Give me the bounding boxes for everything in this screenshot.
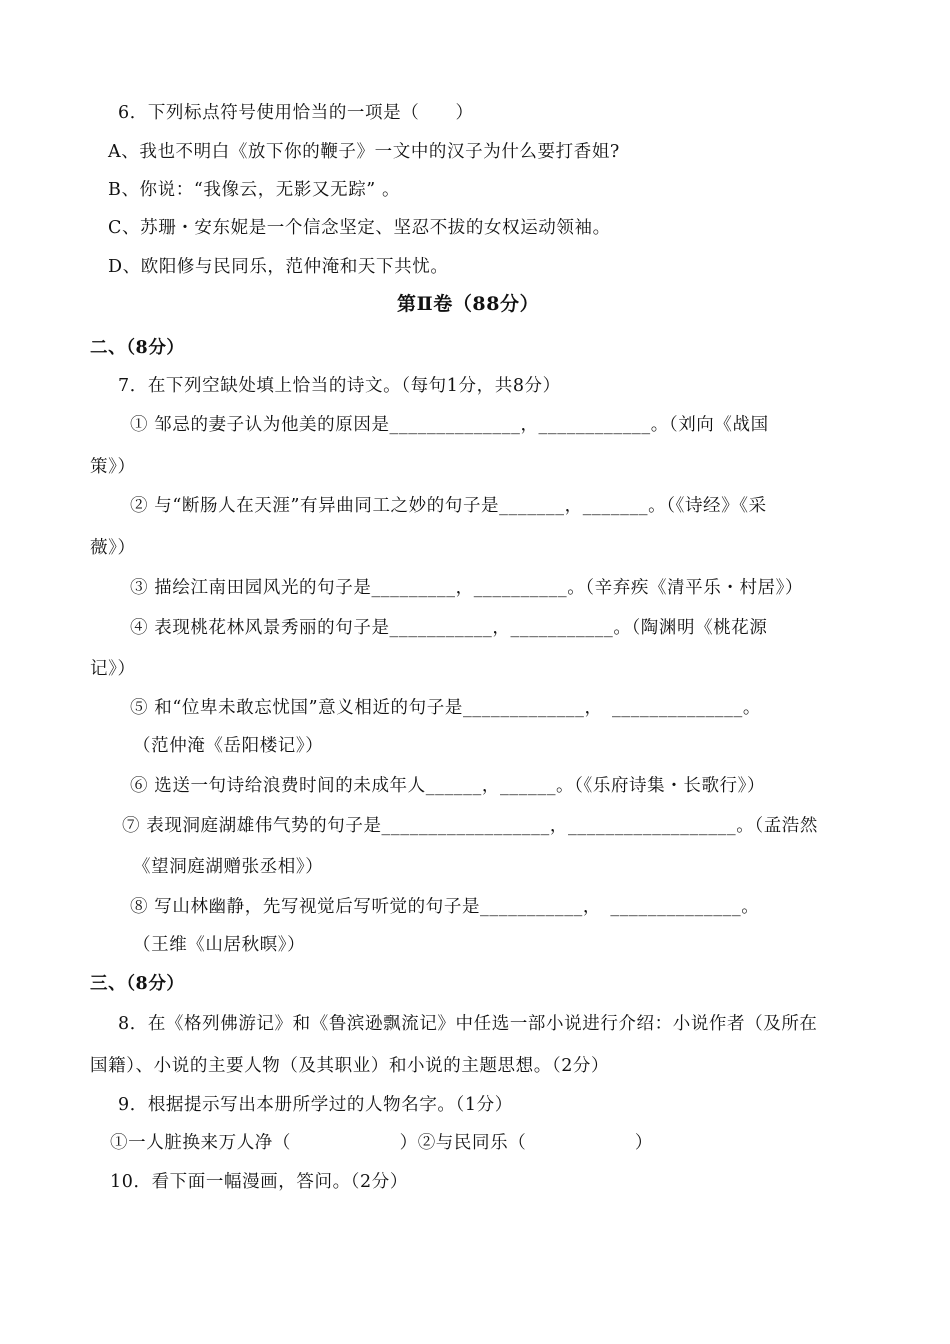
- q7-item-2: ② 与“断肠人在天涯”有异曲同工之妙的句子是_______，_______。（《诗经》《采: [130, 496, 767, 516]
- q7-item-8: ⑧ 写山林幽静，先写视觉后写听觉的句子是___________， ______________。: [130, 897, 760, 917]
- q7-item-1-cont: 策》）: [90, 457, 136, 477]
- q7-item-7: ⑦ 表现洞庭湖雄伟气势的句子是__________________，__________________。（孟浩然: [122, 816, 819, 836]
- q7-item-7-cont: 《望洞庭湖赠张丞相》）: [133, 857, 324, 877]
- q9-items: ①一人脏换来万人净（ ）②与民同乐（ ）: [110, 1133, 653, 1153]
- q7-item-2-cont: 薇》）: [90, 538, 136, 558]
- q7-item-8-cont: （王维《山居秋暝》）: [133, 935, 306, 955]
- q6-stem: 6．下列标点符号使用恰当的一项是（ ）: [118, 103, 474, 123]
- q7-item-5: ⑤ 和“位卑未敢忘忧国”意义相近的句子是_____________， ______________。: [130, 698, 761, 718]
- q9-stem: 9．根据提示写出本册所学过的人物名字。（1分）: [118, 1095, 513, 1115]
- q8-line-2: 国籍）、小说的主要人物（及其职业）和小说的主题思想。（2分）: [90, 1056, 610, 1076]
- q10-stem: 10．看下面一幅漫画，答问。（2分）: [110, 1172, 408, 1192]
- q7-item-4-cont: 记》）: [90, 659, 136, 679]
- q7-item-6: ⑥ 选送一句诗给浪费时间的未成年人______，______。（《乐府诗集・长歌行》）: [130, 776, 766, 796]
- q7-item-4: ④ 表现桃花林风景秀丽的句子是___________，___________。（陶渊明《桃花源: [130, 618, 768, 638]
- q6-option-d: D、欧阳修与民同乐，范仲淹和天下共忧。: [108, 257, 449, 277]
- q6-option-a: A、我也不明白《放下你的鞭子》一文中的汉子为什么要打香姐?: [108, 142, 620, 162]
- q8-line-1: 8．在《格列佛游记》和《鲁滨逊飘流记》中任选一部小说进行介绍：小说作者（及所在: [118, 1014, 818, 1034]
- q7-item-5-cont: （范仲淹《岳阳楼记》）: [133, 736, 324, 756]
- q7-item-3: ③ 描绘江南田园风光的句子是_________，__________。（辛弃疾《清平乐・村居》）: [130, 578, 804, 598]
- q6-option-c: C、苏珊・安东妮是一个信念坚定、坚忍不拔的女权运动领袖。: [108, 218, 611, 238]
- q6-option-b: B、你说：“我像云，无影又无踪” 。: [108, 180, 401, 200]
- section-2-header: 二、（8分）: [90, 338, 185, 358]
- q7-stem: 7．在下列空缺处填上恰当的诗文。（每句1分，共8分）: [118, 376, 561, 396]
- section-3-header: 三、（8分）: [90, 974, 185, 994]
- volume-title: 第Ⅱ卷（88分）: [397, 293, 540, 315]
- q7-item-1: ① 邹忌的妻子认为他美的原因是______________，____________。（刘向《战国: [130, 415, 769, 435]
